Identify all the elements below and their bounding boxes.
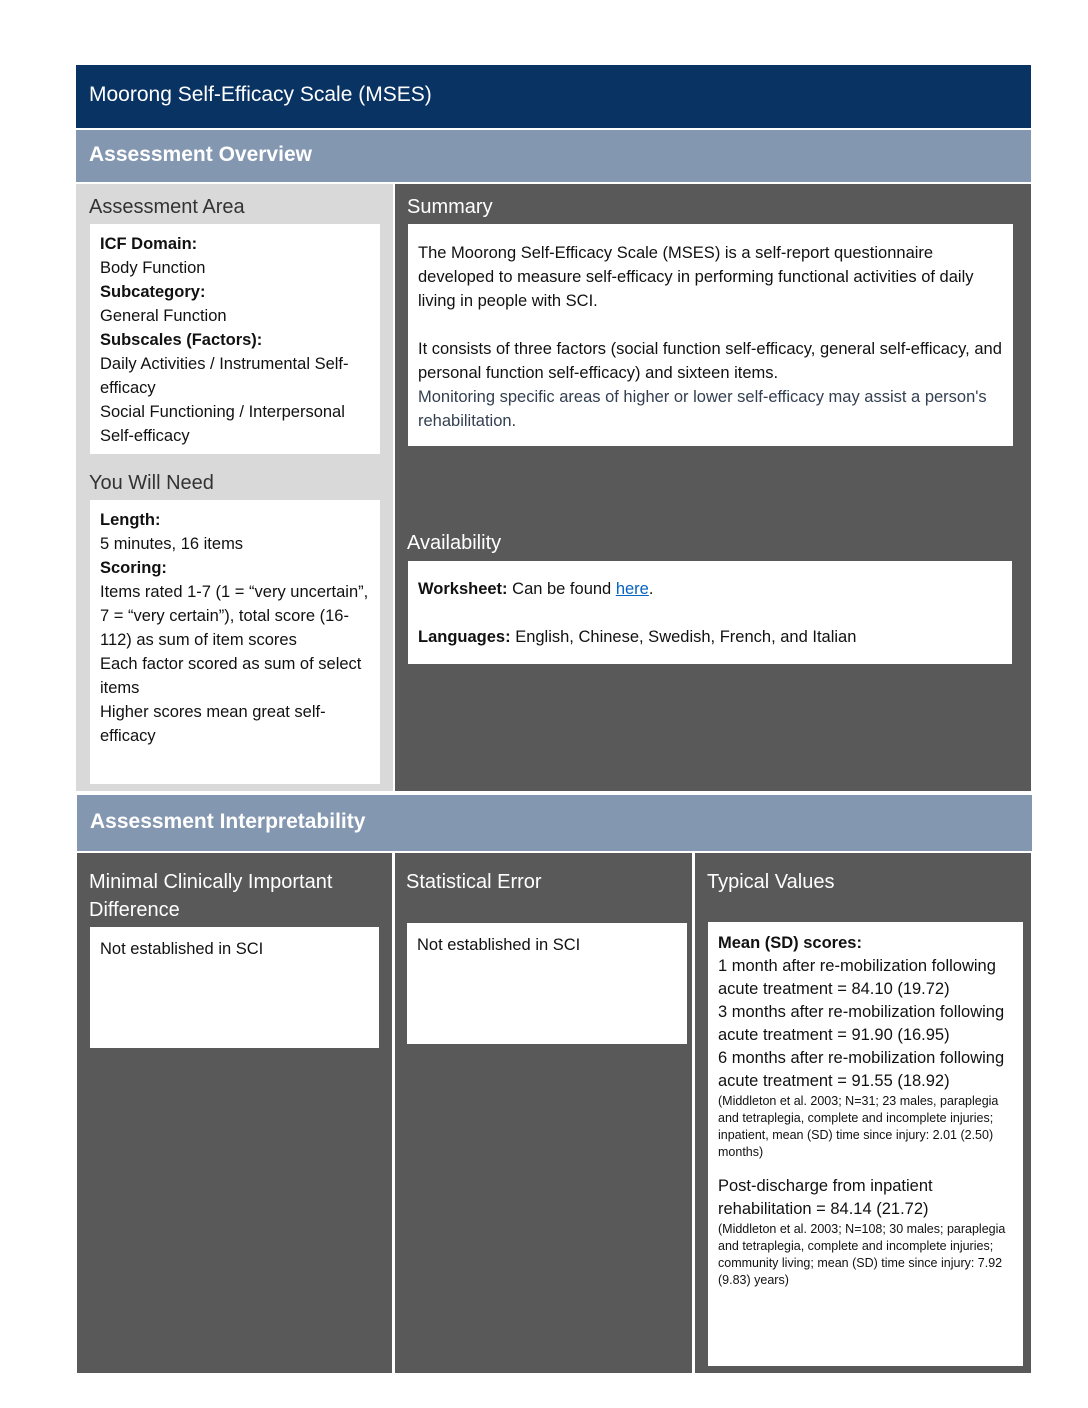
summary-paragraph: It consists of three factors (social function self-efficacy, general self-efficacy, and personal function self-efficacy) and sixteen items. <box>418 340 1002 382</box>
icf-domain-value: Body Function <box>100 259 206 277</box>
statistical-error-text: Not established in SCI <box>417 936 581 954</box>
subcategory-value: General Function <box>100 307 227 325</box>
statistical-error-card <box>407 923 687 1044</box>
worksheet-link[interactable]: here <box>615 580 649 598</box>
subscales-label: Subscales (Factors): <box>100 331 263 349</box>
mcid-text: Not established in SCI <box>100 940 264 958</box>
worksheet-end: . <box>648 580 654 598</box>
subscale-item: Social Functioning / Interpersonal Self-efficacy <box>100 403 345 445</box>
assessment-area-card <box>90 224 380 454</box>
scoring-label: Scoring: <box>100 559 167 577</box>
summary-title: Summary <box>407 196 493 218</box>
overview-heading: Assessment Overview <box>76 130 1031 182</box>
assessment-area-title: Assessment Area <box>89 196 245 218</box>
summary-paragraph: Monitoring specific areas of higher or lower self-efficacy may assist a person's rehabilitation. <box>418 388 987 430</box>
availability-title: Availability <box>407 532 502 554</box>
subscale-item: Daily Activities / Instrumental Self-efficacy <box>100 355 349 397</box>
page-title: Moorong Self-Efficacy Scale (MSES) <box>76 65 1031 128</box>
icf-domain-label: ICF Domain: <box>100 235 198 253</box>
typical-value-item: 3 months after re-mobilization following acute treatment = 91.90 (16.95) <box>718 1003 1005 1044</box>
scoring-item: Each factor scored as sum of select items <box>100 655 362 697</box>
scoring-item: Items rated 1-7 (1 = “very uncertain”, 7 = “very certain”), total score (16-112) as sum of item scores <box>100 583 369 649</box>
typical-values-title: Typical Values <box>707 871 835 893</box>
mcid-title: Minimal Clinically Important Difference <box>89 871 333 921</box>
reference-note: (Middleton et al. 2003; N=31; 23 males, paraplegia and tetraplegia, complete and incomplete injuries; inpatient, mean (SD) time since injury: 2.01 (2.50) months) <box>718 1094 999 1159</box>
languages-label: Languages: <box>418 628 511 646</box>
mcid-card <box>90 927 379 1048</box>
summary-card <box>408 224 1013 446</box>
typical-value-item: Post-discharge from inpatient rehabilitation = 84.14 (21.72) <box>718 1177 933 1218</box>
availability-card <box>408 561 1012 664</box>
languages-value: English, Chinese, Swedish, French, and Italian <box>510 628 857 646</box>
interpretability-heading: Assessment Interpretability <box>77 795 1032 851</box>
mean-sd-label: Mean (SD) scores: <box>718 934 862 952</box>
worksheet-text: Can be found <box>507 580 616 598</box>
typical-value-item: 1 month after re-mobilization following acute treatment = 84.10 (19.72) <box>718 957 996 998</box>
length-label: Length: <box>100 511 161 529</box>
statistical-error-title: Statistical Error <box>406 871 542 893</box>
you-will-need-card <box>90 500 380 784</box>
worksheet-label: Worksheet: <box>418 580 508 598</box>
you-will-need-title: You Will Need <box>89 472 214 494</box>
scoring-item: Higher scores mean great self-efficacy <box>100 703 326 745</box>
reference-note: (Middleton et al. 2003; N=108; 30 males; paraplegia and tetraplegia, complete and incomplete injuries; community living; mean (SD) time since injury: 7.92 (9.83) years) <box>718 1222 1006 1287</box>
subcategory-label: Subcategory: <box>100 283 206 301</box>
typical-value-item: 6 months after re-mobilization following acute treatment = 91.55 (18.92) <box>718 1049 1005 1090</box>
typical-values-card <box>708 922 1023 1366</box>
length-value: 5 minutes, 16 items <box>100 535 244 553</box>
summary-paragraph: The Moorong Self-Efficacy Scale (MSES) is a self-report questionnaire developed to measure self-efficacy in performing functional activities of daily living in people with SCI. <box>418 244 974 310</box>
